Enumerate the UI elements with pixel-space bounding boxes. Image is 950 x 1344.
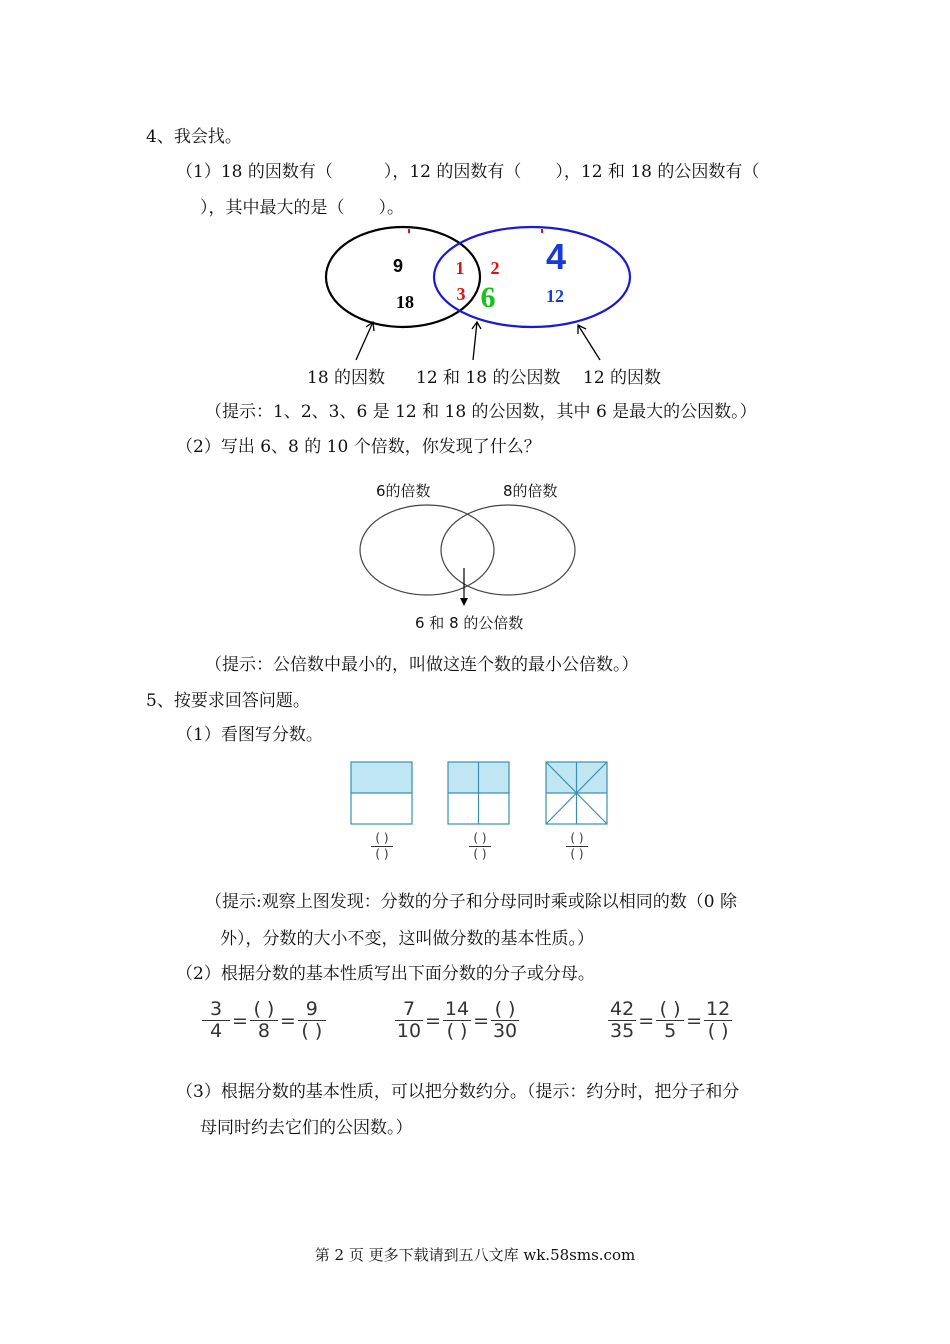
section4-q1-line1: （1）18 的因数有（ ），12 的因数有（ ），12 和 18 的公因数有（ <box>176 162 760 182</box>
equation-blank[interactable]: ( ) 8 <box>250 999 278 1042</box>
section5-title: 5、按要求回答问题。 <box>146 691 310 711</box>
venn2-left-ellipse <box>360 505 494 595</box>
venn2-right-ellipse <box>441 505 575 595</box>
shape-halves <box>351 762 412 824</box>
section5-q2: （2）根据分数的基本性质写出下面分数的分子或分母。 <box>176 964 595 984</box>
venn-label-12-factors: 12 的因数 <box>583 368 662 388</box>
venn-number-1: 1 <box>455 258 465 278</box>
venn-label-18-factors: 18 的因数 <box>307 368 386 388</box>
section4-title: 4、我会找。 <box>146 127 242 147</box>
hint-basic-property-line2: 外），分数的大小不变，这叫做分数的基本性质。） <box>220 929 594 949</box>
venn-number-4: 4 <box>545 236 567 277</box>
venn-number-3: 3 <box>456 284 466 304</box>
venn-number-9: 9 <box>392 256 404 276</box>
fraction-shapes <box>349 760 614 828</box>
fraction-equation-2: $\frac{7}{10}$ = 14 ( ) = ( ) 30 <box>396 998 518 1042</box>
blank-fraction-1[interactable]: ( ) ( ) <box>367 832 397 861</box>
section4-q1-line2: ），其中最大的是（ ）。 <box>200 198 404 218</box>
arrow-down-icon <box>460 598 468 606</box>
section4-q2: （2）写出 6、8 的 10 个倍数，你发现了什么？ <box>176 437 541 457</box>
equation-blank[interactable]: 12 ( ) <box>706 998 731 1042</box>
venn2-label-6-multiples: 6的倍数 <box>376 482 431 500</box>
venn2-label-8-multiples: 8的倍数 <box>503 482 558 500</box>
shape-quarters <box>448 762 509 824</box>
multiples-venn-diagram <box>355 500 585 610</box>
venn-number-18: 18 <box>396 292 414 312</box>
equation-blank[interactable]: ( ) 5 <box>656 999 684 1042</box>
shape-eighths <box>546 762 607 824</box>
equation-blank[interactable]: 9 ( ) <box>298 999 326 1042</box>
section5-q3-line1: （3）根据分数的基本性质，可以把分数约分。（提示：约分时，把分子和分 <box>176 1082 740 1102</box>
fraction-equation-1: $\frac{3}{4}$ = ( ) 8 = 9 ( ) <box>202 999 326 1042</box>
blank-fraction-3[interactable]: ( ) ( ) <box>562 832 592 861</box>
hint-common-factors: （提示：1、2、3、6 是 12 和 18 的公因数，其中 6 是最大的公因数。） <box>205 402 757 422</box>
blank-fraction-2[interactable]: ( ) ( ) <box>465 832 495 861</box>
equation-blank[interactable]: ( ) 30 <box>492 998 518 1042</box>
venn-label-common-factors: 12 和 18 的公因数 <box>416 368 561 388</box>
venn-number-6: 6 <box>480 281 496 314</box>
page-footer: 第 2 页 更多下载请到五八文库 wk.58sms.com <box>314 1246 636 1264</box>
venn2-label-common-multiples: 6 和 8 的公倍数 <box>415 614 524 632</box>
fraction-equation-3: $\frac{42}{35}$ = ( ) 5 = 12 ( ) <box>610 998 731 1042</box>
section5-q1: （1）看图写分数。 <box>176 725 323 745</box>
equation-blank[interactable]: 14 ( ) <box>444 998 470 1042</box>
venn-number-12: 12 <box>546 286 564 306</box>
hint-basic-property-line1: （提示:观察上图发现：分数的分子和分母同时乘或除以相同的数（0 除 <box>205 892 737 912</box>
venn-number-2: 2 <box>490 258 500 278</box>
section5-q3-line2: 母同时约去它们的公因数。） <box>200 1118 413 1138</box>
hint-lcm: （提示：公倍数中最小的，叫做这连个数的最小公倍数。） <box>205 655 639 675</box>
